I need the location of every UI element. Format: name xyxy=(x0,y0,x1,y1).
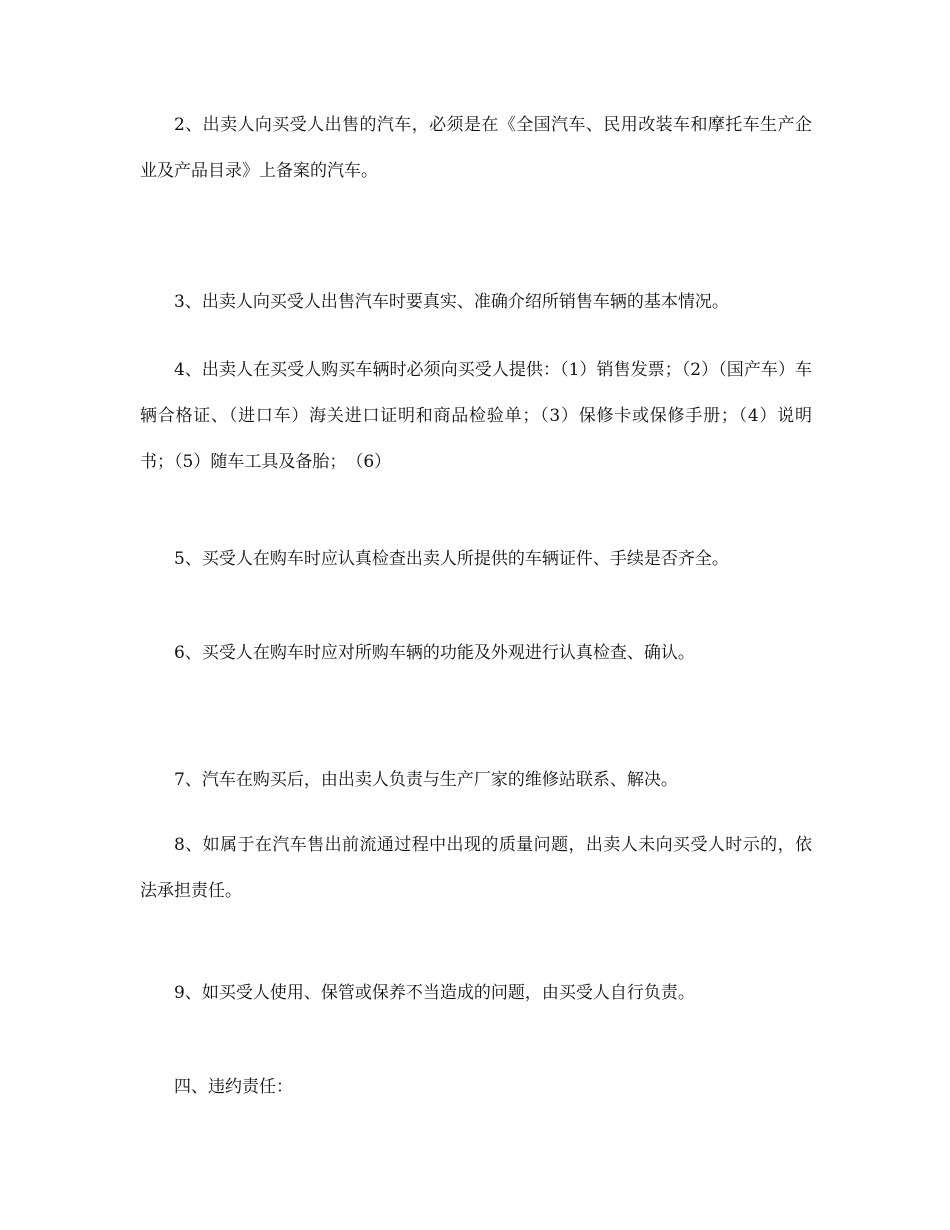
clause-3: 3、出卖人向买受人出售汽车时要真实、准确介绍所销售车辆的基本情况。 xyxy=(174,292,729,312)
clause-8: 8、如属于在汽车售出前流通过程中出现的质量问题，出卖人未向买受人时示的，依法承担责任。 xyxy=(140,835,812,901)
clause-2: 2、出卖人向买受人出售的汽车，必须是在《全国汽车、民用改装车和摩托车生产企业及产品目录》上备案的汽车。 xyxy=(140,115,812,181)
clause-6: 6、买受人在购车时应对所购车辆的功能及外观进行认真检查、确认。 xyxy=(174,643,695,663)
clause-5: 5、买受人在购车时应认真检查出卖人所提供的车辆证件、手续是否齐全。 xyxy=(174,549,729,569)
clause-4: 4、出卖人在买受人购买车辆时必须向买受人提供：（1）销售发票；（2）（国产车）车辆合格证、（进口车）海关进口证明和商品检验单；（3）保修卡或保修手册；（4）说明书；（5）随车工具及备胎； （6） xyxy=(140,360,812,472)
clause-7: 7、汽车在购买后，由出卖人负责与生产厂家的维修站联系、解决。 xyxy=(174,770,678,790)
section-heading-breach-liability: 四、违约责任： xyxy=(174,1077,293,1097)
clause-9: 9、如买受人使用、保管或保养不当造成的问题，由买受人自行负责。 xyxy=(174,983,695,1003)
